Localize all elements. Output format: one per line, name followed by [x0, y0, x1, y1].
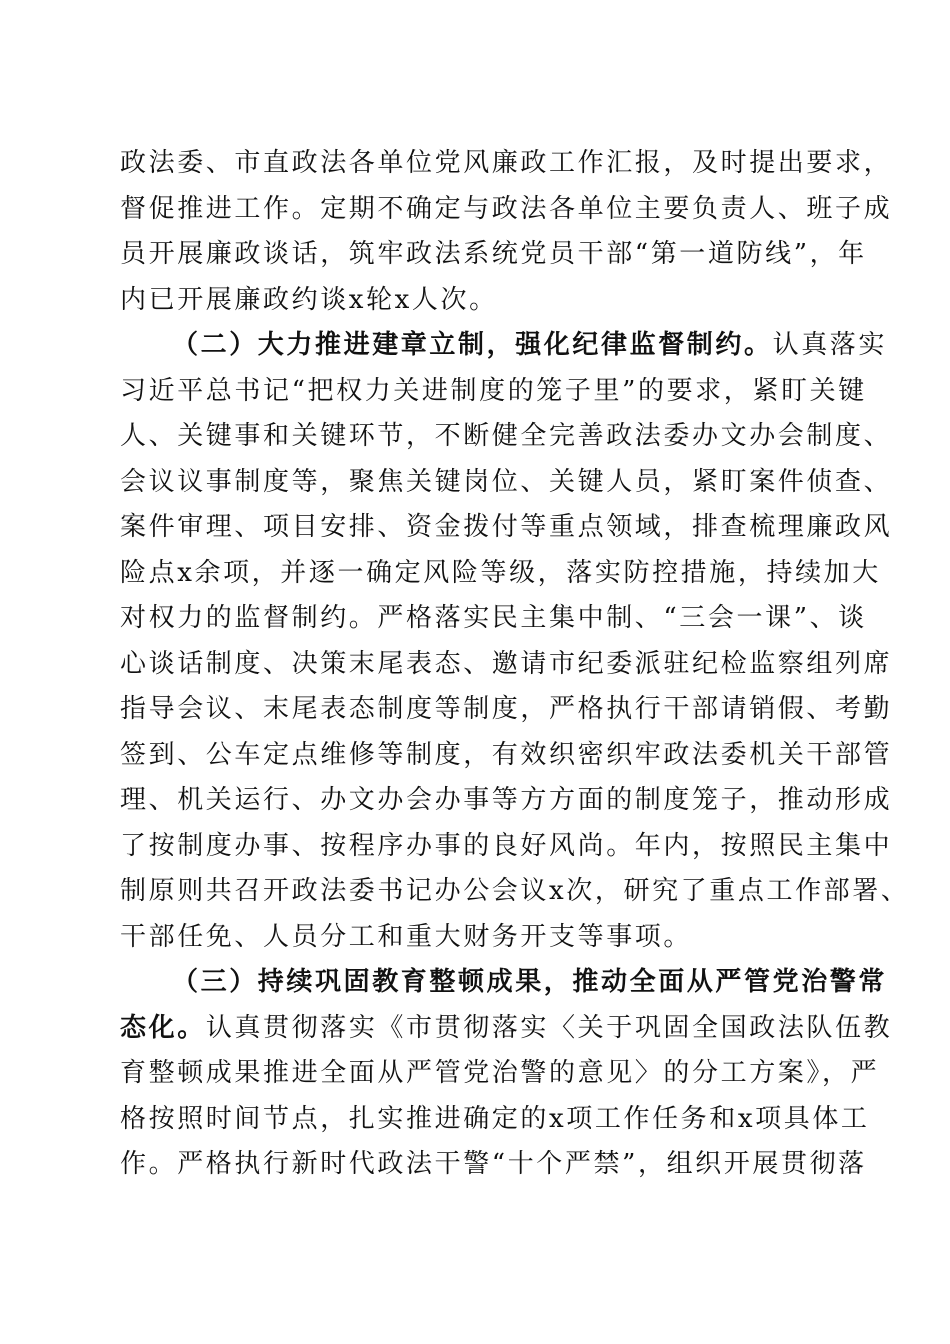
paragraph-2-line-2: 习近平总书记“把权力关进制度的笼子里”的要求，紧盯关键: [120, 376, 867, 406]
paragraph-2-line-5: 案件审理、项目安排、资金拨付等重点领域，排查梳理廉政风: [120, 512, 893, 542]
paragraph-2-line-13: 制原则共召开政法委书记办公会议x次，研究了重点工作部署、: [120, 876, 910, 906]
section-heading-3-line-1: （三）持续巩固教育整顿成果，推动全面从严管党治警常: [172, 967, 888, 997]
paragraph-2-line-8: 心谈话制度、决策末尾表态、邀请市纪委派驻纪检监察组列席: [120, 649, 893, 679]
paragraph-2-line-6: 险点x余项，并逐一确定风险等级，落实防控措施，持续加大: [120, 558, 881, 588]
section-heading-3-line-2: 态化。: [120, 1013, 206, 1043]
paragraph-1-line-2: 督促推进工作。定期不确定与政法各单位主要负责人、班子成: [120, 194, 893, 224]
paragraph-2-line-14: 干部任免、人员分工和重大财务开支等事项。: [120, 922, 693, 952]
paragraph-1-line-4: 内已开展廉政约谈x轮x人次。: [120, 285, 498, 315]
paragraph-3-line-4: 格按照时间节点，扎实推进确定的x项工作任务和x项具体工: [120, 1104, 870, 1134]
paragraph-2-line-10: 签到、公车定点维修等制度，有效织密织牢政法委机关干部管: [120, 740, 893, 770]
paragraph-1-line-3: 员开展廉政谈话，筑牢政法系统党员干部“第一道防线”，年: [120, 239, 867, 269]
paragraph-2-line-7: 对权力的监督制约。严格落实民主集中制、“三会一课”、谈: [120, 603, 867, 633]
paragraph-2-line-9: 指导会议、末尾表态制度等制度，严格执行干部请销假、考勤: [120, 694, 893, 724]
paragraph-3-line-2: [120, 1006, 893, 1050]
paragraph-2-line-11: 理、机关运行、办文办会办事等方方面的制度笼子，推动形成: [120, 785, 893, 815]
paragraph-2-line-12: 了按制度办事、按程序办事的良好风尚。年内，按照民主集中: [120, 831, 893, 861]
paragraph-2-line-4: 会议议事制度等，聚焦关键岗位、关键人员，紧盯案件侦查、: [120, 467, 893, 497]
paragraph-3-line-2-text: 认真贯彻落实《市贯彻落实〈关于巩固全国政法队伍教: [205, 1013, 893, 1043]
paragraph-2-line-3: 人、关键事和关键环节，不断健全完善政法委办文办会制度、: [120, 421, 893, 451]
paragraph-2-first-line: [172, 323, 888, 367]
paragraph-2-first-line-text: 认真落实: [772, 330, 888, 360]
paragraph-1-line-1: 政法委、市直政法各单位党风廉政工作汇报，及时提出要求，: [120, 148, 893, 178]
section-heading-2: （二）大力推进建章立制，强化纪律监督制约。: [172, 330, 773, 360]
paragraph-3-line-3: 育整顿成果推进全面从严管党治警的意见〉的分工方案》，严: [120, 1058, 880, 1088]
paragraph-3-line-5: 作。严格执行新时代政法干警“十个严禁”，组织开展贯彻落: [120, 1149, 867, 1179]
